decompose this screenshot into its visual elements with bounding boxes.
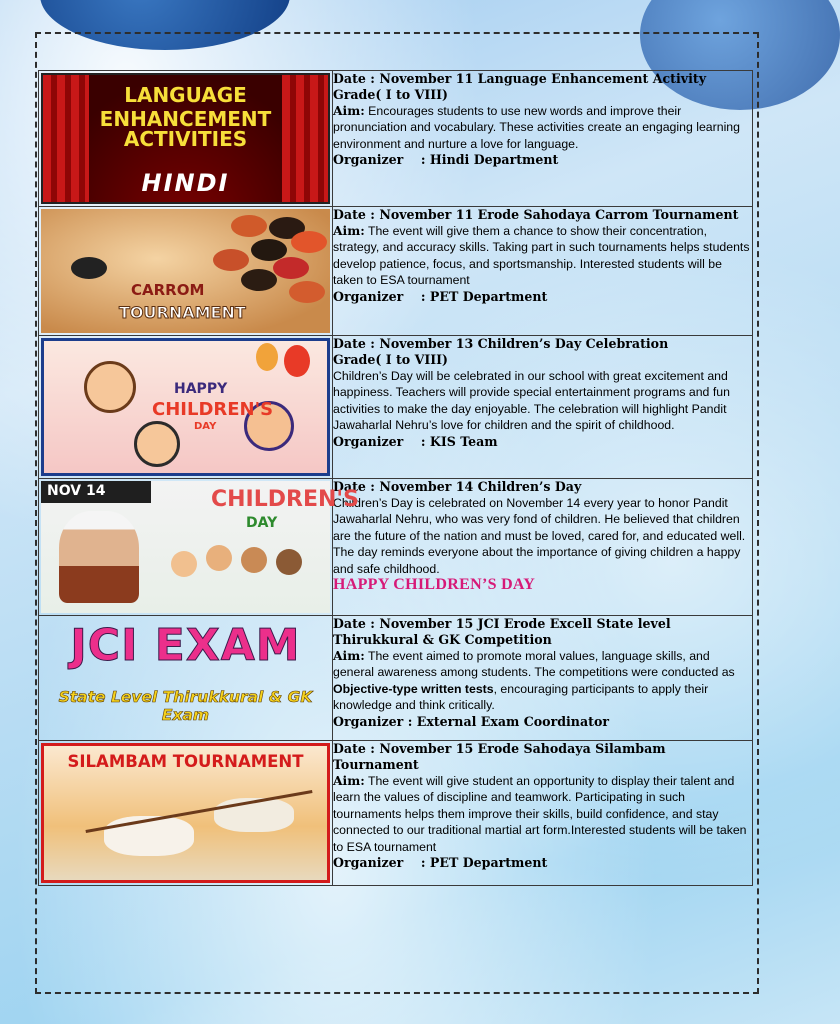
event-aim [333,648,752,714]
aim-text: , encouraging participants to apply their knowledge and think critically. [333,681,709,713]
event-aim [333,223,752,289]
event-row-carrom [39,207,753,336]
event-row-language-enhancement [39,71,753,207]
balloon-icon [256,343,278,371]
event-organizer: Organizer : PET Department [333,288,548,304]
event-date: Date : November 11 Erode Sahodaya Carrom Tournament [333,207,739,222]
event-organizer: Organizer : External Exam Coordinator [333,713,609,729]
event-date: Date : November 13 Children’s Day Celebration [333,336,669,351]
event-organizer: Organizer : KIS Team [333,433,498,449]
event-date: Date : November 15 JCI Erode Excell State level [333,616,671,631]
event-grade: Grade( I to VIII) [333,87,448,102]
event-date: Date : November 15 Erode Sahodaya Silambam [333,741,666,756]
language-enhancement-banner-image [41,73,330,204]
cartoon-child [276,549,302,575]
cartoon-child [241,547,267,573]
childrens-day-text: CHILDREN'S [211,487,359,512]
cartoon-child [206,545,232,571]
event-row-silambam [39,741,753,886]
event-aim [333,773,752,855]
event-grade: Grade( I to VIII) [333,352,448,367]
carrom-coin [289,281,325,303]
carrom-title-text: CARROM [131,281,205,299]
childrens-day-text: HAPPY [174,381,228,397]
aim-label: Aim: [333,773,365,788]
banner-text: HINDI [141,169,230,197]
carrom-tournament-image [41,209,330,333]
balloon-icon [284,345,310,377]
event-description: Children’s Day is celebrated on November 14 every year to honor Pandit Jawaharlal Nehru, who was very fond of children. He believed that children are the future of the nation and must be loved, cared for, and educated well. The day reminds everyone about the importance of giving children a happy and safe childhood. [333,496,746,576]
aim-text: Encourages students to use new words and improve their pronunciation and vocabulary. These activities create an engaging learning environment and nurture a love for language. [333,104,740,151]
banner-text: LANGUAGE ENHANCEMENT [99,83,272,131]
event-organizer: Organizer : PET Department [333,855,548,871]
aim-label: Aim: [333,648,365,663]
event-aim [333,103,752,152]
event-row-childrens-day [39,479,753,616]
carrom-coin [291,231,327,253]
aim-label: Aim: [333,223,365,238]
silambam-title: SILAMBAM TOURNAMENT [67,752,304,771]
aim-text: The event will give them a chance to show their concentration, strategy, and accuracy skills. Taking part in such tournaments helps students develop patience, focus, and sportsmanship. Interested students will be taken to ESA tournament [333,224,750,288]
carrom-coin [71,257,107,279]
jci-exam-title: JCI EXAM [70,620,301,671]
event-description: Children’s Day will be celebrated in our school with great excitement and happiness. Teachers will provide special entertainment programs and fun activities to make the day enjoyable. The celebration will highlight Pandit Jawaharlal Nehru’s love for children and the spirit of childhood. [333,369,730,433]
date-tag: NOV 14 [41,481,151,503]
happy-childrens-day-image [41,338,330,476]
aim-text: The event will give student an opportunity to display their talent and learn the values of discipline and teamwork. Participating in such tournaments helps them improve their skills, build confidence, and stay connected to our traditional martial art form.Interested students will be taken to ESA tournament [333,774,747,854]
event-date-continued: Thirukkural & GK Competition [333,632,552,647]
happy-childrens-day-highlight: HAPPY CHILDREN’S DAY [333,576,536,594]
aim-emphasis: Objective-type written tests [333,681,494,696]
childrens-day-text: CHILDREN'S [152,399,274,420]
banner-text: ACTIVITIES [123,127,248,151]
event-row-childrens-day-celebration [39,336,753,479]
carrom-coin [231,215,267,237]
martial-artist-figure [104,816,194,856]
event-date: Date : November 14 Children’s Day [333,479,582,494]
silambam-tournament-image [41,743,330,883]
carrom-coin [213,249,249,271]
events-table [38,70,753,886]
event-row-jci-exam [39,616,753,741]
jci-exam-subtitle: State Level Thirukkural & GK Exam [58,688,313,724]
jci-exam-image [41,618,330,738]
carrom-coin [273,257,309,279]
cartoon-child [134,421,180,467]
aim-label: Aim: [333,103,365,118]
childrens-day-text: DAY [194,421,217,432]
nov-14-childrens-day-image [41,481,359,613]
event-organizer: Organizer : Hindi Department [333,152,559,168]
childrens-day-text: DAY [246,515,278,531]
aim-text: The event aimed to promote moral values, language skills, and general awareness among students. The competitions were conducted as [333,649,735,680]
cartoon-child [171,551,197,577]
portrait-figure [59,511,139,603]
cartoon-child [84,361,136,413]
event-date: Date : November 11 Language Enhancement Activity [333,71,707,86]
event-date-continued: Tournament [333,757,419,772]
carrom-coin [241,269,277,291]
carrom-title-text: TOURNAMENT [119,303,246,322]
